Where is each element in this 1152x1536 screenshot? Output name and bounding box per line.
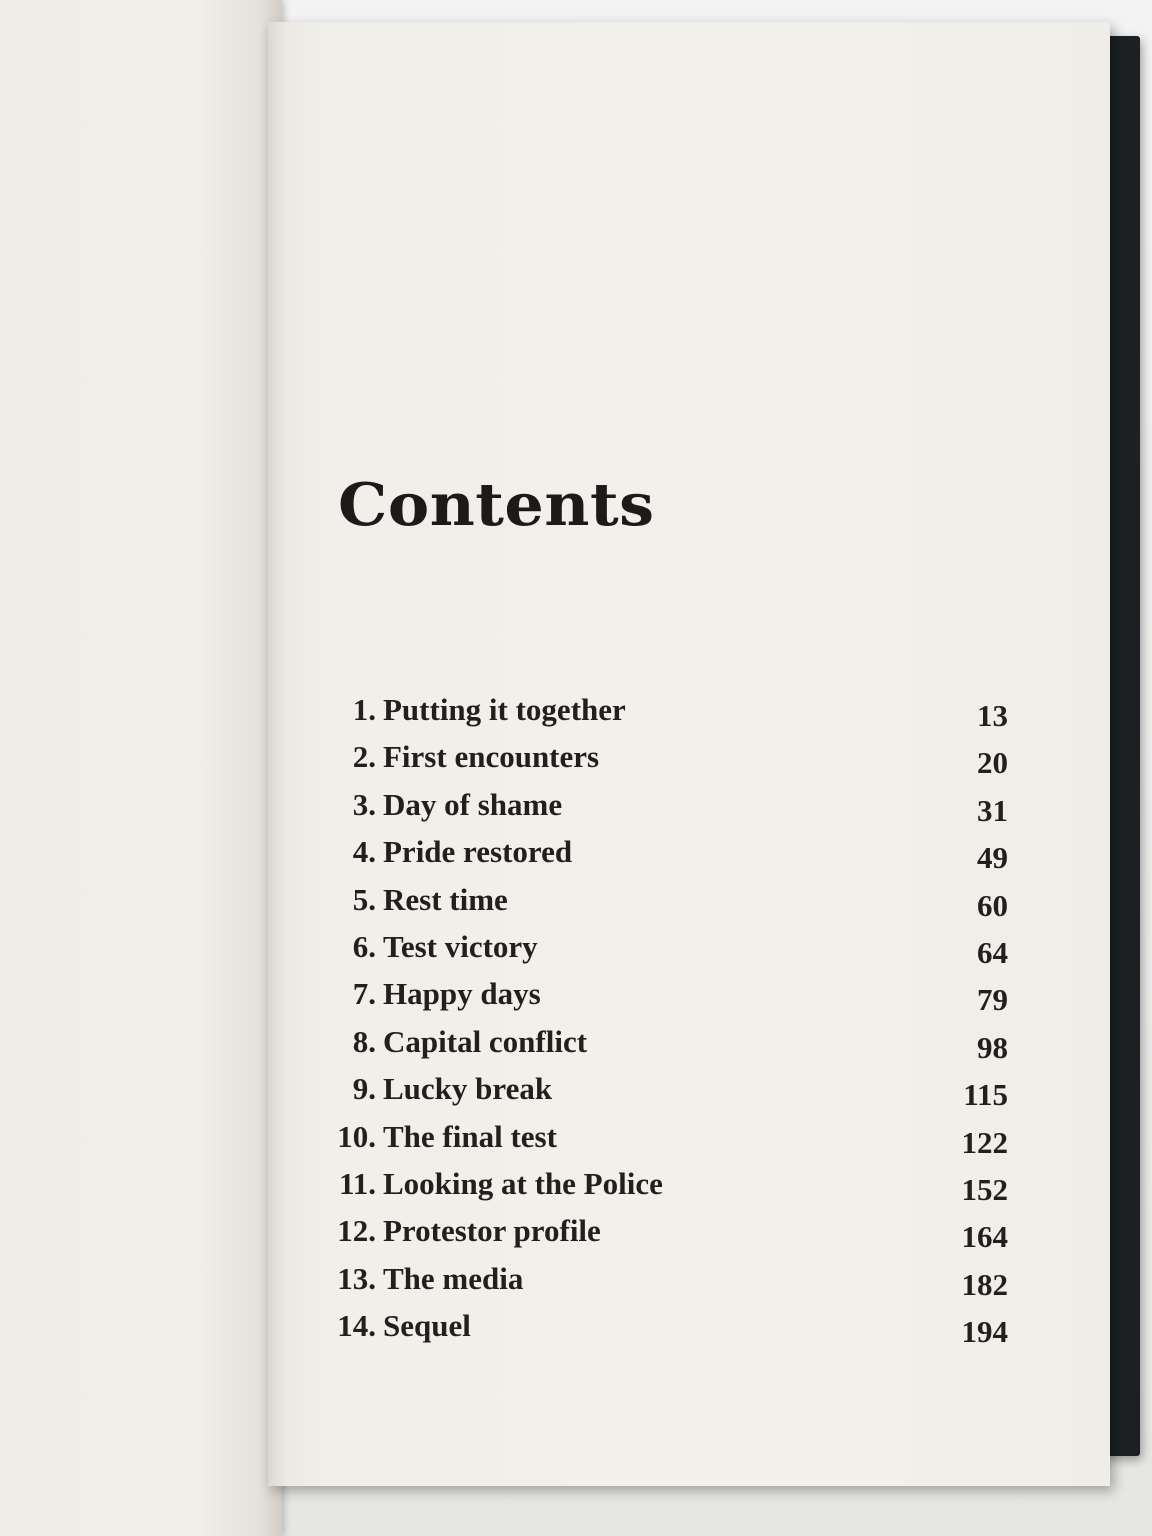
page-number: 13 [977,698,1008,733]
chapter-number: 13. [337,1260,376,1296]
page-number: 64 [977,934,1008,970]
chapter-title: Day of shame [383,786,563,822]
chapter-title: Happy days [383,976,541,1012]
contents-entry [320,1261,1008,1308]
chapter-number: 5. [352,881,376,917]
chapter-title: Protestor profile [383,1213,601,1249]
chapter-number: 3. [352,786,376,822]
chapter-title: First encounters [383,739,600,775]
contents-entry [320,1166,1008,1213]
left-page [0,0,282,1536]
contents-list [320,692,1008,1355]
contents-entry [320,976,1008,1023]
chapter-title: Pride restored [383,834,573,870]
contents-entry [320,1119,1008,1166]
contents-entry [320,739,1008,786]
contents-entry [320,929,1008,976]
page-number: 122 [961,1124,1008,1160]
chapter-number: 2. [352,739,376,775]
page-number: 164 [961,1219,1008,1255]
chapter-title: Capital conflict [383,1023,588,1059]
page-title: Contents [338,470,655,540]
contents-entry [320,1071,1008,1118]
contents-entry [320,1213,1008,1260]
chapter-number: 6. [352,928,376,964]
chapter-number: 11. [338,1165,376,1201]
show-through-text [0,425,2,500]
page-number: 79 [977,982,1008,1018]
contents-entry [320,1308,1008,1355]
chapter-title: Test victory [383,928,538,964]
chapter-title: Looking at the Police [383,1165,663,1201]
contents-entry [320,787,1008,834]
page-number: 31 [977,792,1008,828]
chapter-number: 1. [352,692,376,727]
page-number: 115 [963,1077,1008,1113]
page-number: 20 [977,745,1008,781]
contents-page [268,22,1110,1486]
chapter-number: 9. [352,1071,376,1107]
chapter-number: 8. [352,1023,376,1059]
chapter-title: Rest time [383,881,508,917]
page-number: 49 [977,840,1008,876]
page-number: 60 [977,887,1008,923]
contents-entry [320,1024,1008,1071]
chapter-title: Lucky break [383,1071,553,1107]
page-number: 182 [961,1266,1008,1302]
chapter-title: Putting it together [383,692,626,727]
page-number: 194 [961,1314,1008,1350]
chapter-number: 7. [352,976,376,1012]
contents-entry [320,882,1008,929]
chapter-number: 14. [337,1308,376,1344]
contents-entry [320,692,1008,739]
chapter-title: Sequel [383,1308,471,1344]
contents-entry [320,834,1008,881]
chapter-number: 10. [337,1118,376,1154]
chapter-title: The final test [383,1118,557,1154]
chapter-title: The media [383,1260,524,1296]
page-number: 152 [961,1171,1008,1207]
chapter-number: 12. [337,1213,376,1249]
chapter-number: 4. [352,834,376,870]
page-number: 98 [977,1029,1008,1065]
